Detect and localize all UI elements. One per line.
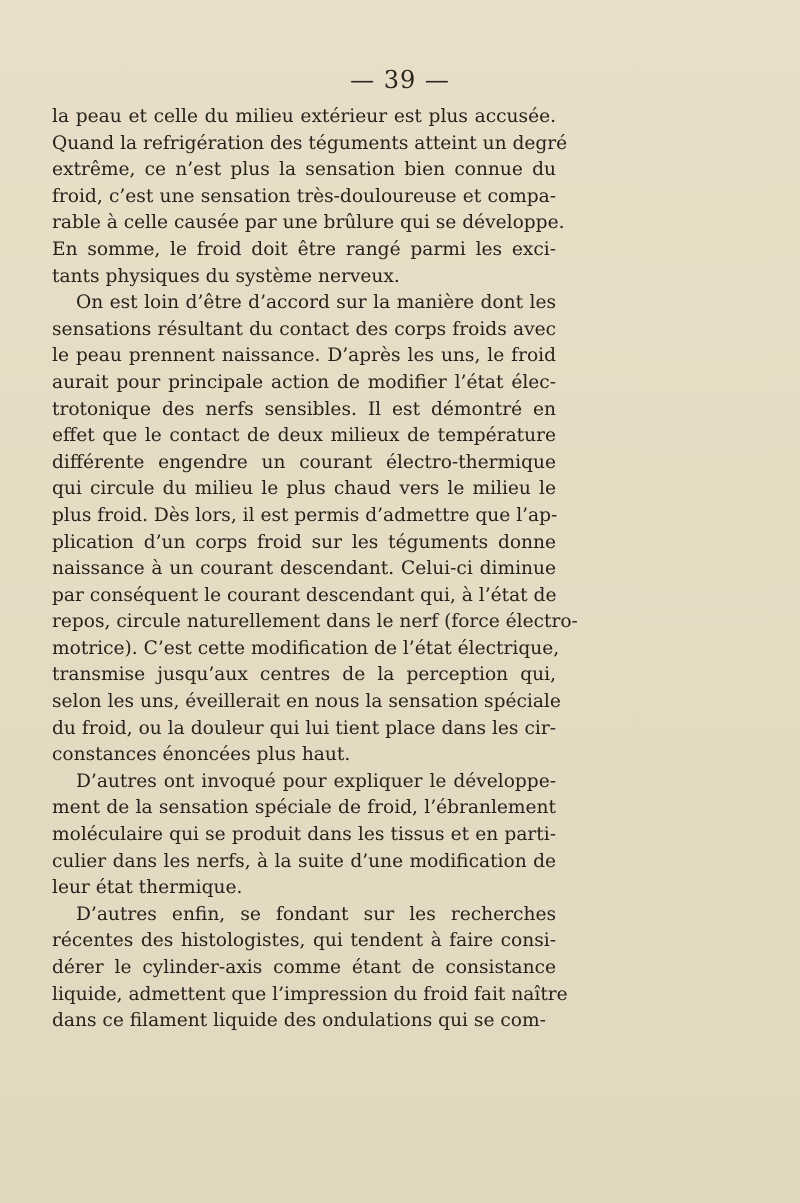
text-line: Quand la refrigération des téguments atteint un degré — [52, 132, 568, 154]
body-text — [52, 104, 578, 1035]
text-line: plication d’un corps froid sur les téguments donne — [52, 531, 556, 553]
text-line: effet que le contact de deux milieux de température — [52, 425, 556, 447]
text-line: aurait pour principale action de modifier l’état élec- — [52, 371, 556, 393]
text-line: repos, circule naturellement dans le nerf (force électro- — [52, 611, 578, 633]
text-line: dérer le cylinder-axis comme étant de consistance — [52, 957, 556, 978]
paragraph — [52, 290, 578, 769]
text-line: trotonique des nerfs sensibles. Il est démontré en — [52, 398, 556, 420]
page-number: — 39 — — [350, 66, 450, 94]
text-line: leur état thermique. — [52, 877, 243, 899]
text-line: sensations résultant du contact des corps froids avec — [52, 318, 556, 340]
text-line: différente engendre un courant électro-thermique — [52, 451, 556, 473]
text-line: tants physiques du système nerveux. — [52, 265, 400, 287]
text-line: culier dans les nerfs, à la suite d’une modification de — [52, 850, 556, 872]
text-line: rable à celle causée par une brûlure qui se développe. — [52, 212, 565, 234]
paragraph — [52, 902, 568, 1035]
text-line: froid, c’est une sensation très-douloureuse et compa- — [52, 185, 556, 207]
text-line: motrice). C’est cette modification de l’état électrique, — [52, 637, 560, 659]
text-line: D’autres ont invoqué pour expliquer le développe- — [76, 770, 556, 792]
text-line: du froid, ou la douleur qui lui tient place dans les cir- — [52, 717, 556, 739]
text-line: constances énoncées plus haut. — [52, 744, 351, 766]
text-line: liquide, admettent que l’impression du froid fait naître — [52, 983, 568, 1005]
paragraph — [52, 104, 568, 290]
text-line: dans ce filament liquide des ondulations qui se com- — [52, 1010, 546, 1032]
paragraph — [52, 769, 556, 902]
text-line: En somme, le froid doit être rangé parmi les exci- — [52, 238, 556, 260]
text-line: moléculaire qui se produit dans les tissus et en parti- — [52, 824, 556, 846]
text-line: transmise jusqu’aux centres de la perception qui, — [52, 664, 556, 686]
text-line: la peau et celle du milieu extérieur est plus accusée. — [52, 106, 556, 127]
text-line: naissance à un courant descendant. Celui-ci diminue — [52, 558, 556, 580]
text-line: selon les uns, éveillerait en nous la sensation spéciale — [52, 691, 561, 713]
text-line: par conséquent le courant descendant qui, à l’état de — [52, 584, 557, 606]
text-line: récentes des histologistes, qui tendent à faire consi- — [52, 930, 556, 952]
text-line: On est loin d’être d’accord sur la manière dont les — [76, 292, 556, 314]
text-line: ment de la sensation spéciale de froid, l’ébranlement — [52, 797, 556, 819]
text-line: qui circule du milieu le plus chaud vers le milieu le — [52, 478, 556, 500]
text-line: plus froid. Dès lors, il est permis d’admettre que l’ap- — [52, 504, 558, 526]
text-line: extrême, ce n’est plus la sensation bien connue du — [52, 159, 556, 181]
text-line: D’autres enfin, se fondant sur les recherches — [76, 903, 556, 925]
text-line: le peau prennent naissance. D’après les uns, le froid — [52, 345, 556, 367]
